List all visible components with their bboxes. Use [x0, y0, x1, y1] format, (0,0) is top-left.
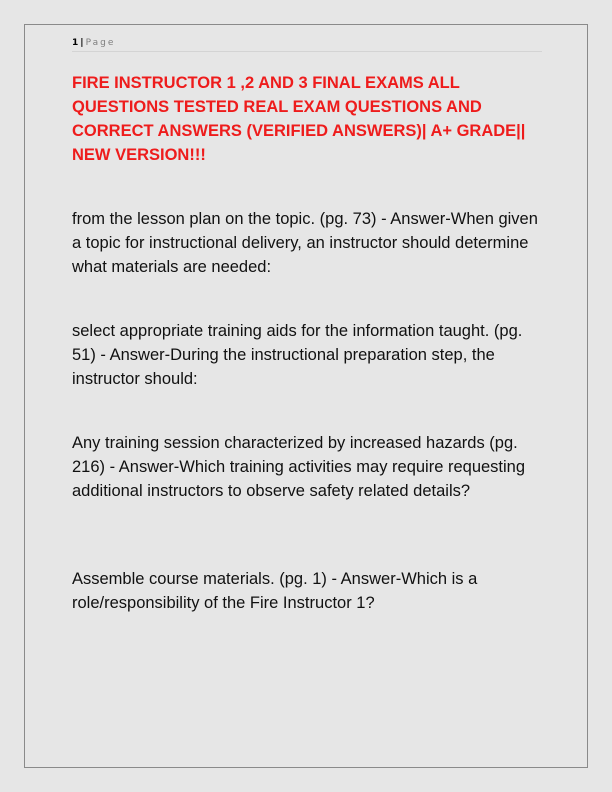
page-header — [72, 37, 542, 52]
page-number: 1 — [72, 38, 79, 48]
page-header-label: Page — [85, 38, 116, 48]
qa-entry: from the lesson plan on the topic. (pg. 73) - Answer-When given a topic for instructional delivery, an instructor should determine what materials are needed: — [72, 210, 538, 276]
qa-entry: Any training session characterized by increased hazards (pg. 216) - Answer-Which training activities may require requesting additional instructors to observe safety related details? — [72, 434, 526, 500]
document-title: FIRE INSTRUCTOR 1 ,2 AND 3 FINAL EXAMS ALL QUESTIONS TESTED REAL EXAM QUESTIONS AND CORRECT ANSWERS (VERIFIED ANSWERS)| A+ GRADE|| NEW VERSION!!! — [72, 74, 526, 164]
qa-entry: select appropriate training aids for the information taught. (pg. 51) - Answer-During the instructional preparation step, the instructor should: — [72, 322, 523, 388]
page-header-separator: | — [80, 38, 84, 48]
qa-entry: Assemble course materials. (pg. 1) - Answer-Which is a role/responsibility of the Fire Instructor 1? — [72, 570, 478, 612]
